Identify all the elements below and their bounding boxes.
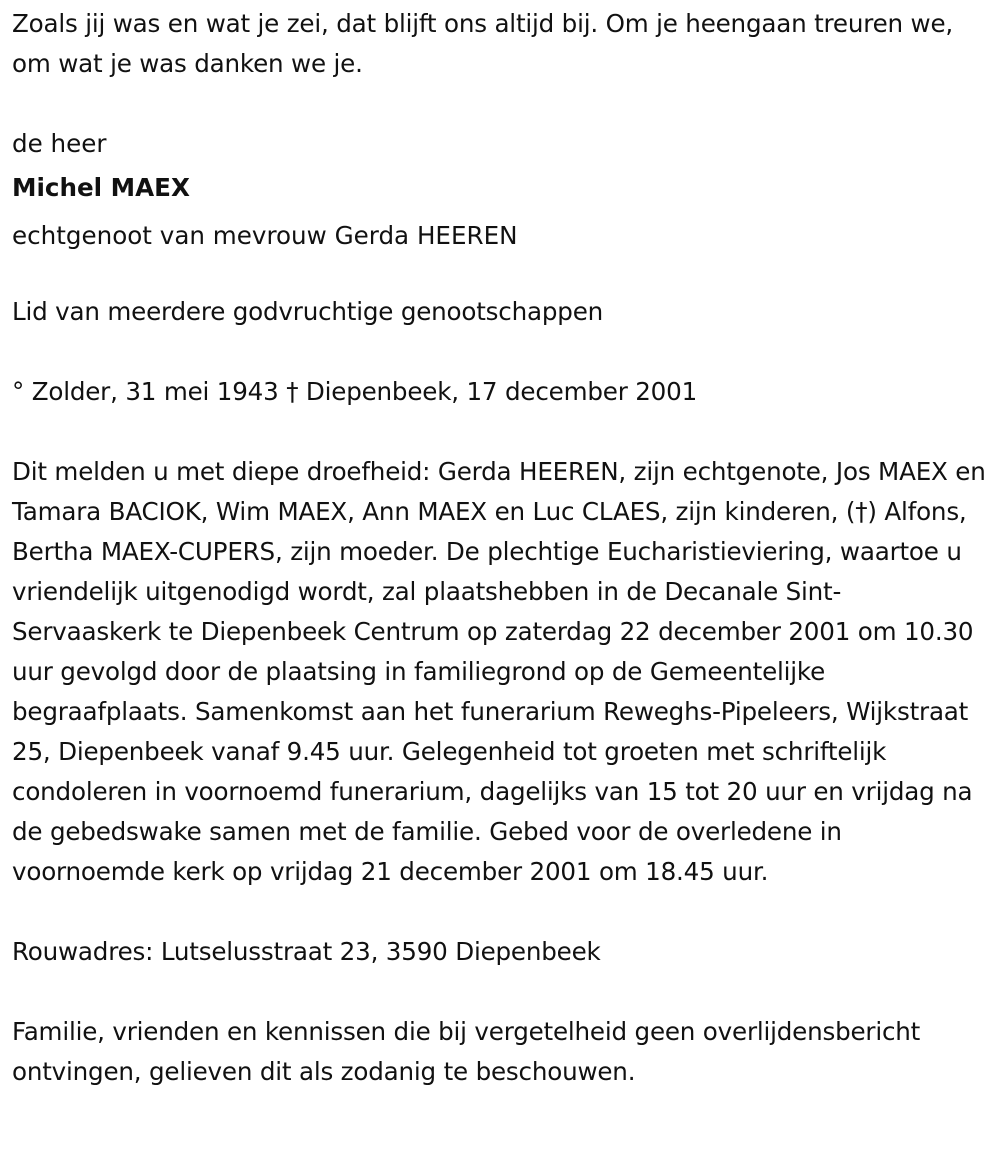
membership-line: Lid van meerdere godvruchtige genootschappen (12, 297, 604, 326)
spacer (12, 332, 988, 372)
announcement-text: Dit melden u met diepe droefheid: Gerda HEEREN, zijn echtgenote, Jos MAEX en Tamara BACIOK, Wim MAEX, Ann MAEX en Luc CLAES, zijn kinderen, (†) Alfons, Bertha MAEX-CUPERS, zijn moeder. De plechtige Eucharistieviering, waartoe u vriendelijk uitgenodigd wordt, zal plaatshebben in de Decanale Sint-Servaaskerk te Diepenbeek Centrum op zaterdag 22 december 2001 om 10.30 uur gevolgd door de plaatsing in familiegrond op de Gemeentelijke begraafplaats. Samenkomst aan het funerarium Reweghs-Pipeleers, Wijkstraat 25, Diepenbeek vanaf 9.45 uur. Gelegenheid tot groeten met schriftelijk condoleren in voornoemd funerarium, dagelijks van 15 tot 20 uur en vrijdag na de gebedswake samen met de familie. Gebed voor de overledene in voornoemde kerk op vrijdag 21 december 2001 om 18.45 uur. (12, 457, 986, 886)
spacer (12, 260, 988, 292)
deceased-name: Michel MAEX (12, 173, 190, 202)
closing-text: Familie, vrienden en kennissen die bij vergetelheid geen overlijdensbericht ontvingen, gelieven dit als zodanig te beschouwen. (12, 1017, 921, 1086)
opening-quote: Zoals jij was en wat je zei, dat blijft ons altijd bij. Om je heengaan treuren we, om wat je was danken we je. (12, 9, 954, 78)
spacer (12, 412, 988, 452)
spacer (12, 972, 988, 1012)
honorific: de heer (12, 129, 107, 158)
spacer (12, 84, 988, 124)
mourning-address: Rouwadres: Lutselusstraat 23, 3590 Diepenbeek (12, 937, 601, 966)
spacer (12, 892, 988, 932)
birth-death-dates: ° Zolder, 31 mei 1943 † Diepenbeek, 17 december 2001 (12, 377, 698, 406)
spouse-line: echtgenoot van mevrouw Gerda HEEREN (12, 221, 518, 250)
